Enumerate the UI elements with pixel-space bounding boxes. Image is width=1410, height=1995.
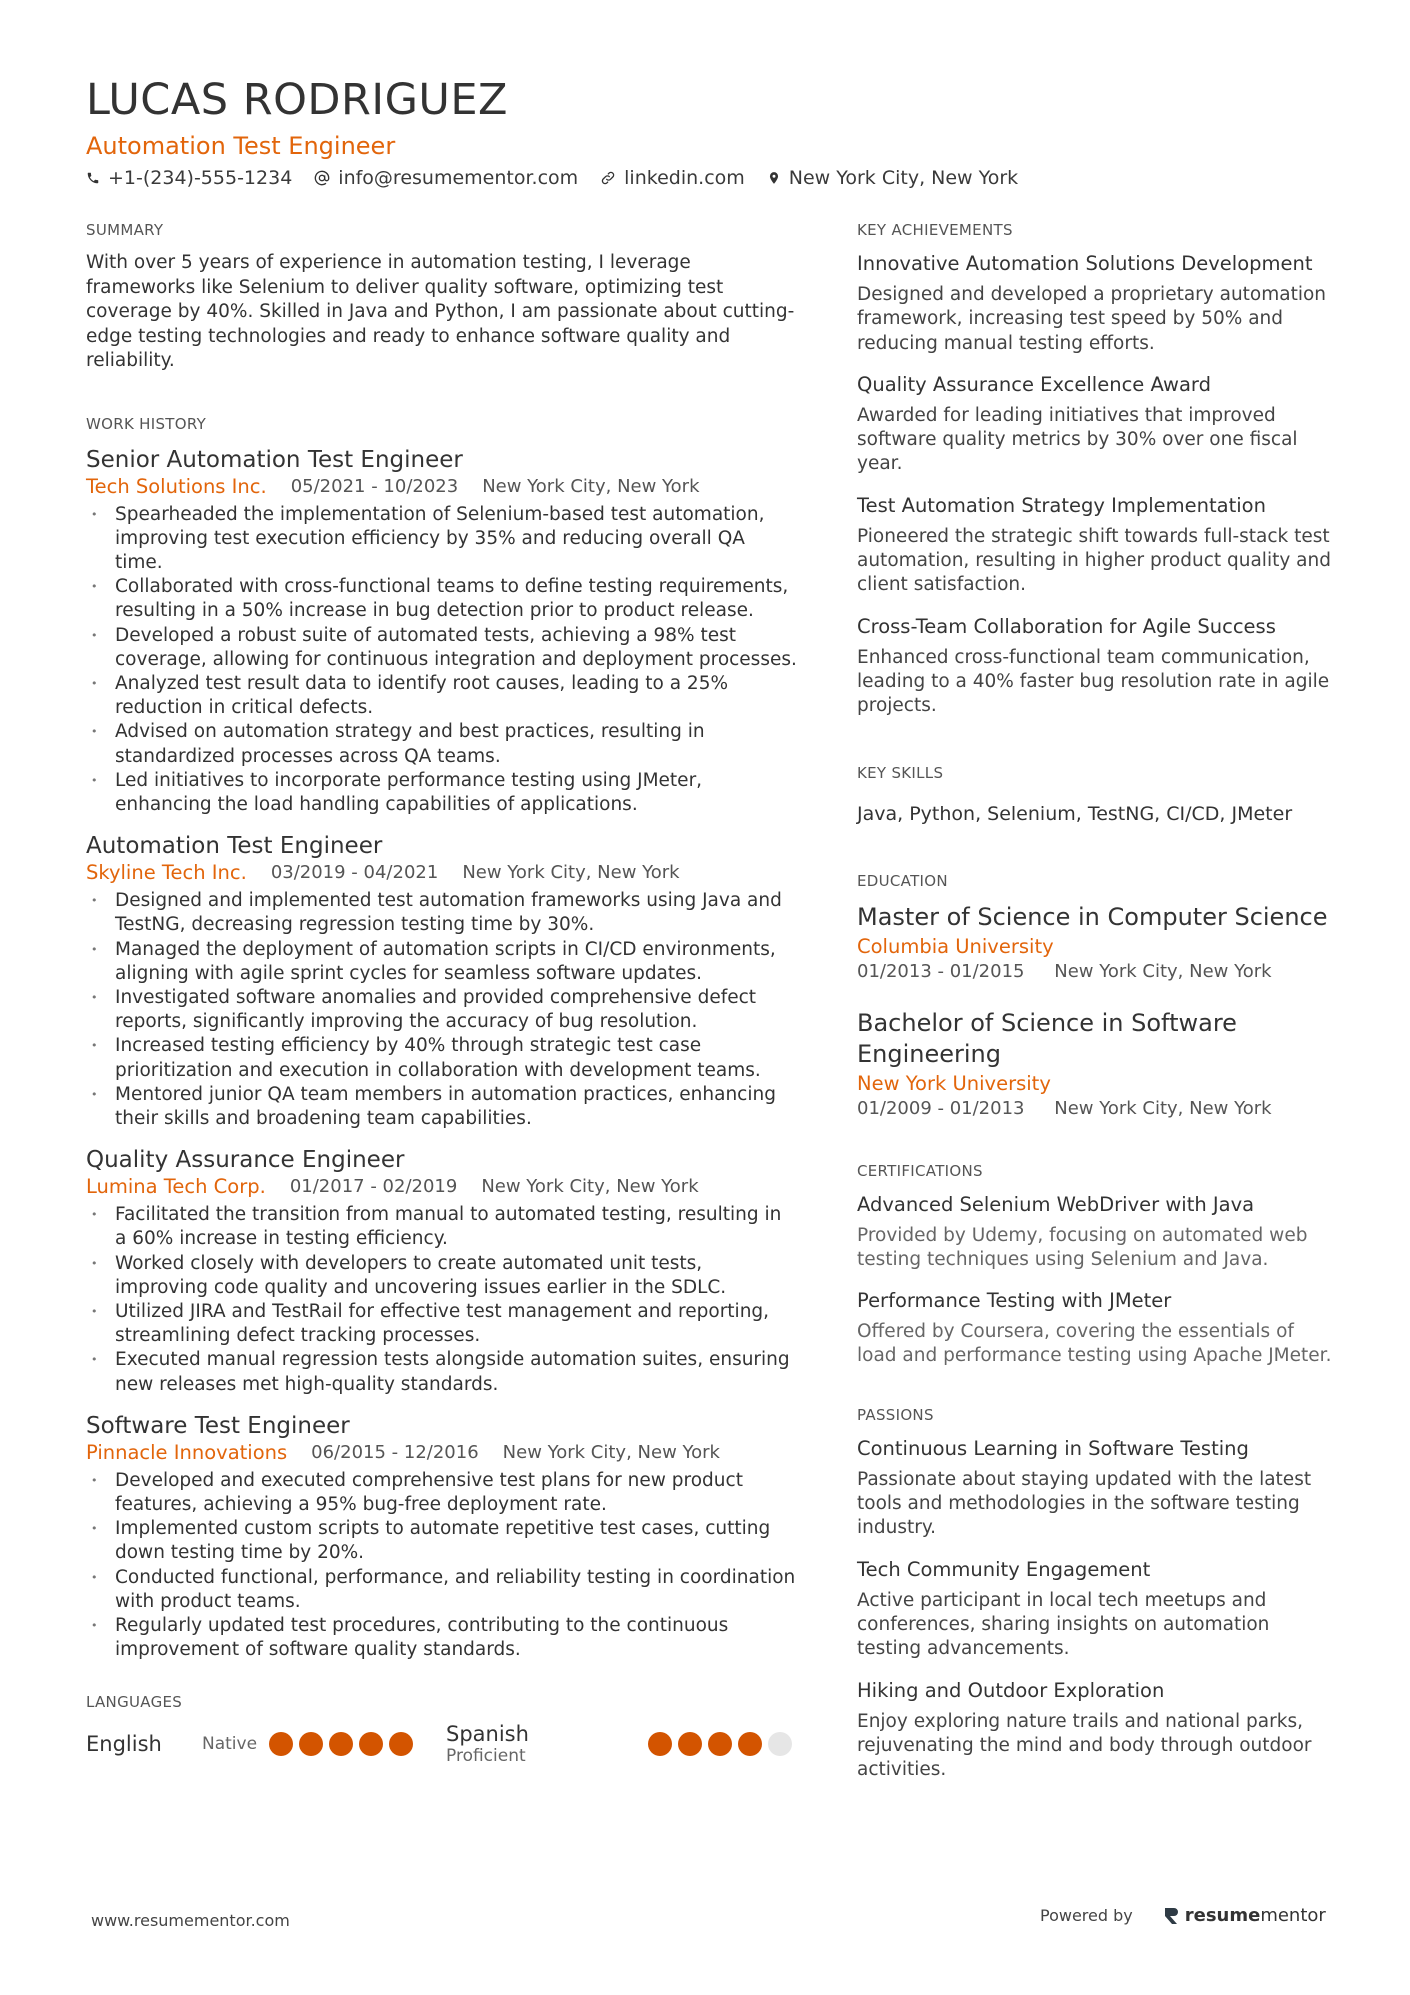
passion-title: Hiking and Outdoor Exploration [857, 1678, 1165, 1702]
right-column [857, 220, 1337, 1826]
language-level: Proficient [446, 1746, 526, 1767]
achievement-desc: Awarded for leading initiatives that improved software quality metrics by 30% over one fiscal year. [857, 404, 1298, 475]
job-bullet: • Designed and implemented test automation frameworks using Java and TestNG, decreasing regression testing time by 30%. [86, 889, 798, 937]
passions-section [857, 1405, 1337, 1783]
job-bullet: • Increased testing efficiency by 40% through strategic test case prioritization and execution in collaboration with development teams. [86, 1034, 798, 1082]
rating-dot [389, 1732, 413, 1756]
job-dates: 03/2019 - 04/2021 [270, 862, 439, 884]
job-bullet: • Developed a robust suite of automated tests, achieving a 98% test coverage, allowing for continuous integration and deployment processes. [86, 624, 798, 672]
job-bullet: • Collaborated with cross-functional teams to define testing requirements, resulting in a 50% increase in bug detection prior to product release. [86, 575, 798, 623]
job-bullets [86, 1469, 798, 1663]
passion-desc: Active participant in local tech meetups and conferences, sharing insights on automation testing advancements. [857, 1589, 1270, 1660]
job-location: New York City, New York [482, 475, 700, 497]
linkedin-text[interactable]: linkedin.com [624, 167, 745, 189]
education-degree: Master of Science in Computer Science [857, 902, 1328, 931]
languages-row [86, 1723, 798, 1765]
job-bullet: • Regularly updated test procedures, contributing to the continuous improvement of software quality standards. [86, 1614, 798, 1662]
contact-email[interactable] [314, 165, 578, 191]
education-item [857, 902, 1337, 984]
job-bullet: • Managed the deployment of automation scripts in CI/CD environments, aligning with agile sprint cycles for seamless software updates. [86, 938, 798, 986]
job-entry-title: Automation Test Engineer [86, 833, 383, 860]
at-icon [314, 170, 330, 186]
achievement-item [857, 493, 1337, 598]
powered-by-label: Powered by [1040, 1906, 1133, 1925]
job-bullet: • Investigated software anomalies and provided comprehensive defect reports, significantly improving the accuracy of bug resolution. [86, 986, 798, 1034]
skills-section [857, 763, 1337, 827]
job-bullets [86, 1203, 798, 1397]
education-meta [857, 1097, 1337, 1121]
rating-dot [299, 1732, 323, 1756]
passions-heading: PASSIONS [857, 1405, 934, 1424]
education-dates: 01/2013 - 01/2015 [857, 960, 1025, 982]
languages-heading: LANGUAGES [86, 1693, 183, 1712]
passion-desc: Enjoy exploring nature trails and national parks, rejuvenating the mind and body through outdoor activities. [857, 1710, 1312, 1781]
job-bullet: • Analyzed test result data to identify root causes, leading to a 25% reduction in critical defects. [86, 672, 798, 720]
certifications-section [857, 1161, 1337, 1369]
rating-dot [269, 1732, 293, 1756]
job-bullet: • Conducted functional, performance, and reliability testing in coordination with product teams. [86, 1566, 798, 1614]
phone-text: +1-(234)-555-1234 [108, 167, 293, 189]
passion-item [857, 1557, 1337, 1662]
passion-title: Tech Community Engagement [857, 1557, 1151, 1581]
skills-heading: KEY SKILLS [857, 763, 944, 782]
achievement-item [857, 251, 1337, 356]
language-level: Native [202, 1734, 258, 1755]
work-history-heading: WORK HISTORY [86, 414, 207, 433]
job-bullet: • Facilitated the transition from manual to automated testing, resulting in a 60% increase in testing efficiency. [86, 1203, 798, 1251]
job-bullet: • Developed and executed comprehensive test plans for new product features, achieving a 95% bug-free deployment rate. [86, 1469, 798, 1517]
passion-desc: Passionate about staying updated with the latest tools and methodologies in the software testing industry. [857, 1468, 1312, 1539]
summary-heading: SUMMARY [86, 221, 164, 239]
job-bullet: • Advised on automation strategy and best practices, resulting in standardized processes across QA teams. [86, 720, 798, 768]
link-icon [600, 170, 616, 186]
job-bullet: • Spearheaded the implementation of Selenium-based test automation, improving test execution efficiency by 35% and reducing overall QA time. [86, 503, 798, 576]
certification-item [857, 1192, 1337, 1273]
passion-title: Continuous Learning in Software Testing [857, 1436, 1249, 1460]
job-dates: 06/2015 - 12/2016 [311, 1441, 479, 1463]
rating-dot [329, 1732, 353, 1756]
job-bullets [86, 889, 798, 1131]
brand-rest: mentor [1260, 1905, 1326, 1926]
certification-title: Advanced Selenium WebDriver with Java [857, 1192, 1255, 1216]
footer-website[interactable]: www.resumementor.com [91, 1911, 290, 1930]
job-bullet: • Implemented custom scripts to automate repetitive test cases, cutting down testing time by 20%. [86, 1517, 798, 1565]
job-entry [86, 1411, 798, 1663]
passion-item [857, 1678, 1337, 1783]
job-entry [86, 831, 798, 1131]
resumementor-logo-icon [1163, 1907, 1179, 1925]
achievement-desc: Pioneered the strategic shift towards full-stack test automation, resulting in higher product quality and client satisfaction. [857, 525, 1331, 596]
education-school: New York University [857, 1071, 1051, 1095]
footer-branding [1040, 1905, 1326, 1926]
job-bullet: • Executed manual regression tests alongside automation suites, ensuring new releases met high-quality standards. [86, 1348, 798, 1396]
brand-bold: resume [1184, 1905, 1261, 1926]
education-school: Columbia University [857, 934, 1054, 958]
education-section [857, 871, 1337, 1121]
job-entry [86, 1145, 798, 1397]
contact-phone [86, 165, 292, 191]
achievements-heading: KEY ACHIEVEMENTS [857, 221, 1013, 239]
passion-item [857, 1436, 1337, 1541]
job-location: New York City, New York [481, 1176, 699, 1198]
job-dates: 01/2017 - 02/2019 [289, 1176, 458, 1198]
job-entry-title: Senior Automation Test Engineer [86, 446, 463, 473]
achievement-title: Test Automation Strategy Implementation [857, 493, 1266, 517]
job-entry [86, 445, 798, 818]
job-entry-meta [86, 1441, 798, 1465]
language-item [86, 1732, 446, 1756]
rating-dot [359, 1732, 383, 1756]
education-meta [857, 960, 1337, 984]
achievement-item [857, 372, 1337, 477]
education-item [857, 1008, 1337, 1121]
certification-title: Performance Testing with JMeter [857, 1289, 1172, 1313]
left-column [86, 220, 798, 1765]
job-location: New York City, New York [462, 862, 680, 884]
certifications-heading: CERTIFICATIONS [857, 1161, 983, 1180]
job-dates: 05/2021 - 10/2023 [290, 475, 459, 497]
achievement-desc: Designed and developed a proprietary automation framework, increasing test speed by 50% and reducing manual testing efforts. [857, 284, 1327, 354]
language-name: English [86, 1732, 162, 1757]
contact-linkedin[interactable] [600, 165, 745, 191]
certification-desc: Provided by Udemy, focusing on automated web testing techniques using Selenium and Java. [857, 1224, 1308, 1270]
job-entry-meta [86, 861, 798, 885]
skills-text: Java, Python, Selenium, TestNG, CI/CD, JMeter [857, 802, 1293, 825]
job-company: Tech Solutions Inc. [86, 474, 267, 498]
job-entry-meta [86, 1175, 798, 1199]
job-bullet: • Worked closely with developers to create automated unit tests, improving code quality and uncovering issues earlier in the SDLC. [86, 1252, 798, 1300]
rating-dot [768, 1732, 792, 1756]
rating-dot [708, 1732, 732, 1756]
rating-dot [648, 1732, 672, 1756]
phone-icon [86, 171, 100, 185]
location-text: New York City, New York [788, 167, 1019, 189]
job-bullets [86, 503, 798, 818]
certification-item [857, 1288, 1337, 1369]
education-dates: 01/2009 - 01/2013 [857, 1097, 1025, 1119]
email-text[interactable]: info@resumementor.com [338, 167, 579, 189]
education-location: New York City, New York [1054, 1097, 1272, 1119]
achievements-section [857, 220, 1337, 719]
job-bullet: • Mentored junior QA team members in automation practices, enhancing their skills and broadening team capabilities. [86, 1083, 798, 1131]
certification-desc: Offered by Coursera, covering the essentials of load and performance testing using Apache JMeter. [857, 1321, 1332, 1367]
education-heading: EDUCATION [857, 871, 948, 890]
education-location: New York City, New York [1054, 960, 1272, 982]
language-rating [269, 1732, 419, 1756]
candidate-name: LUCAS RODRIGUEZ [86, 75, 509, 125]
summary-text: With over 5 years of experience in automation testing, I leverage frameworks like Selenium to deliver quality software, optimizing test coverage by 40%. Skilled in Java and Python, I am passionate about cutting-edge testing technologies and ready to enhance software quality and reliability. [86, 252, 795, 371]
job-entry-meta [86, 475, 798, 499]
job-location: New York City, New York [502, 1441, 720, 1463]
job-entry-title: Quality Assurance Engineer [86, 1147, 405, 1174]
contact-location [767, 165, 1018, 191]
contact-bar [86, 165, 1040, 191]
job-company: Skyline Tech Inc. [86, 861, 247, 885]
education-degree: Bachelor of Science in Software Engineering [857, 1008, 1237, 1068]
achievement-desc: Enhanced cross-functional team communication, leading to a 40% faster bug resolution rate in agile projects. [857, 646, 1330, 717]
job-entry-title: Software Test Engineer [86, 1412, 350, 1439]
achievement-title: Innovative Automation Solutions Development [857, 252, 1313, 275]
achievement-item [857, 614, 1337, 719]
brand-logo[interactable] [1163, 1905, 1326, 1926]
rating-dot [738, 1732, 762, 1756]
job-title: Automation Test Engineer [86, 132, 396, 160]
languages-section [86, 1692, 798, 1765]
location-pin-icon [767, 170, 781, 186]
job-company: Lumina Tech Corp. [86, 1175, 266, 1199]
job-bullet: • Led initiatives to incorporate performance testing using JMeter, enhancing the load handling capabilities of applications. [86, 769, 798, 817]
language-name: Spanish [446, 1722, 529, 1747]
job-company: Pinnacle Innovations [86, 1440, 288, 1464]
job-bullet: • Utilized JIRA and TestRail for effective test management and reporting, streamlining defect tracking processes. [86, 1300, 798, 1348]
language-rating [648, 1732, 798, 1756]
language-item [446, 1722, 798, 1766]
rating-dot [678, 1732, 702, 1756]
achievement-title: Quality Assurance Excellence Award [857, 372, 1211, 396]
achievement-title: Cross-Team Collaboration for Agile Success [857, 614, 1276, 638]
